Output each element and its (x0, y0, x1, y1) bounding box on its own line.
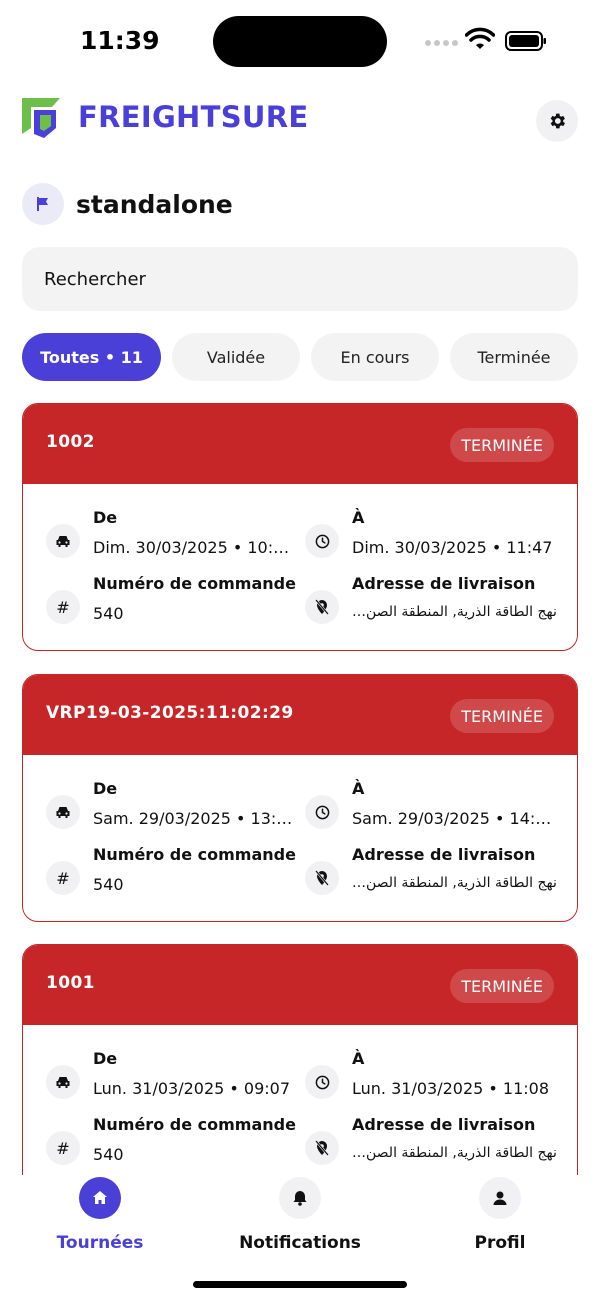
tour-card-header (23, 945, 577, 1025)
status-time: 11:39 (80, 26, 160, 55)
brand-name: FREIGHTSURE (78, 100, 309, 134)
home-indicator (193, 1281, 407, 1288)
status-badge: TERMINÉE (450, 699, 554, 733)
hash-icon: # (46, 861, 80, 895)
clock-icon (305, 795, 339, 829)
order-number-value: 540 (93, 1145, 124, 1164)
tour-id: 1001 (46, 973, 95, 993)
order-number-value: 540 (93, 875, 124, 894)
status-bar (0, 0, 600, 84)
to-value: Lun. 31/03/2025 • 11:08 (352, 1079, 550, 1098)
tour-card[interactable] (22, 403, 578, 651)
dynamic-island (213, 16, 387, 67)
filter-chip-validee[interactable]: Validée (172, 333, 300, 381)
from-label: De (93, 508, 118, 527)
status-badge: TERMINÉE (450, 969, 554, 1003)
search-input[interactable] (22, 247, 578, 311)
to-label: À (352, 508, 365, 527)
nav-item-notifications[interactable] (220, 1175, 380, 1253)
tour-list[interactable] (22, 403, 578, 1175)
nav-label-profil: Profil (474, 1233, 526, 1253)
battery-icon (505, 31, 547, 51)
gear-icon (547, 111, 567, 131)
clock-icon (305, 1065, 339, 1099)
home-icon (79, 1177, 121, 1219)
filter-chip-terminee[interactable]: Terminée (450, 333, 578, 381)
to-label: À (352, 1049, 365, 1068)
nav-label-tournees: Tournées (56, 1233, 144, 1253)
from-label: De (93, 1049, 118, 1068)
from-value: Lun. 31/03/2025 • 09:07 (93, 1079, 291, 1098)
nav-item-profil[interactable] (420, 1175, 580, 1253)
freightsure-logo (22, 98, 60, 138)
tour-card-body (23, 484, 577, 651)
order-number-label: Numéro de commande (93, 1115, 296, 1134)
bell-icon (279, 1177, 321, 1219)
order-number-label: Numéro de commande (93, 845, 296, 864)
order-number-value: 540 (93, 604, 124, 623)
hash-icon: # (46, 590, 80, 624)
tour-card-header (23, 404, 577, 484)
settings-button[interactable] (536, 100, 578, 142)
filter-chip-en-cours[interactable]: En cours (311, 333, 439, 381)
delivery-address-label: Adresse de livraison (352, 845, 536, 864)
from-value: Dim. 30/03/2025 • 10:… (93, 538, 290, 557)
tour-card[interactable] (22, 674, 578, 922)
to-value: Dim. 30/03/2025 • 11:47 (352, 538, 553, 557)
tour-card-body (23, 1025, 577, 1175)
filter-chip-all[interactable]: Toutes • 11 (22, 333, 161, 381)
delivery-address-label: Adresse de livraison (352, 574, 536, 593)
location-off-icon (305, 1131, 339, 1165)
tour-id: VRP19-03-2025:11:02:29 (46, 703, 294, 723)
from-label: De (93, 779, 118, 798)
cellular-signal-icon (425, 40, 458, 46)
tour-id: 1002 (46, 432, 95, 452)
car-icon (46, 524, 80, 558)
flag-icon (22, 183, 64, 225)
status-filter-chips (22, 333, 578, 381)
status-badge: TERMINÉE (450, 428, 554, 462)
location-off-icon (305, 861, 339, 895)
clock-icon (305, 524, 339, 558)
nav-item-tournees[interactable] (20, 1175, 180, 1253)
to-label: À (352, 779, 365, 798)
app-header (22, 96, 578, 144)
delivery-address-label: Adresse de livraison (352, 1115, 536, 1134)
hash-icon: # (46, 1131, 80, 1165)
to-value: Sam. 29/03/2025 • 14:… (352, 809, 552, 828)
car-icon (46, 1065, 80, 1099)
location-off-icon (305, 590, 339, 624)
car-icon (46, 795, 80, 829)
delivery-address-value: نهج الطاقة الذرية, المنطقة الصن… (352, 1145, 557, 1161)
tour-card-header (23, 675, 577, 755)
from-value: Sam. 29/03/2025 • 13:… (93, 809, 293, 828)
nav-label-notifications: Notifications (239, 1233, 361, 1253)
tour-card-body (23, 755, 577, 922)
delivery-address-value: نهج الطاقة الذرية, المنطقة الصن… (352, 604, 557, 620)
tour-card[interactable] (22, 944, 578, 1175)
wifi-icon (465, 27, 495, 53)
order-number-label: Numéro de commande (93, 574, 296, 593)
user-icon (479, 1177, 521, 1219)
project-selector[interactable] (22, 183, 233, 225)
delivery-address-value: نهج الطاقة الذرية, المنطقة الصن… (352, 875, 557, 891)
project-name: standalone (76, 189, 233, 219)
